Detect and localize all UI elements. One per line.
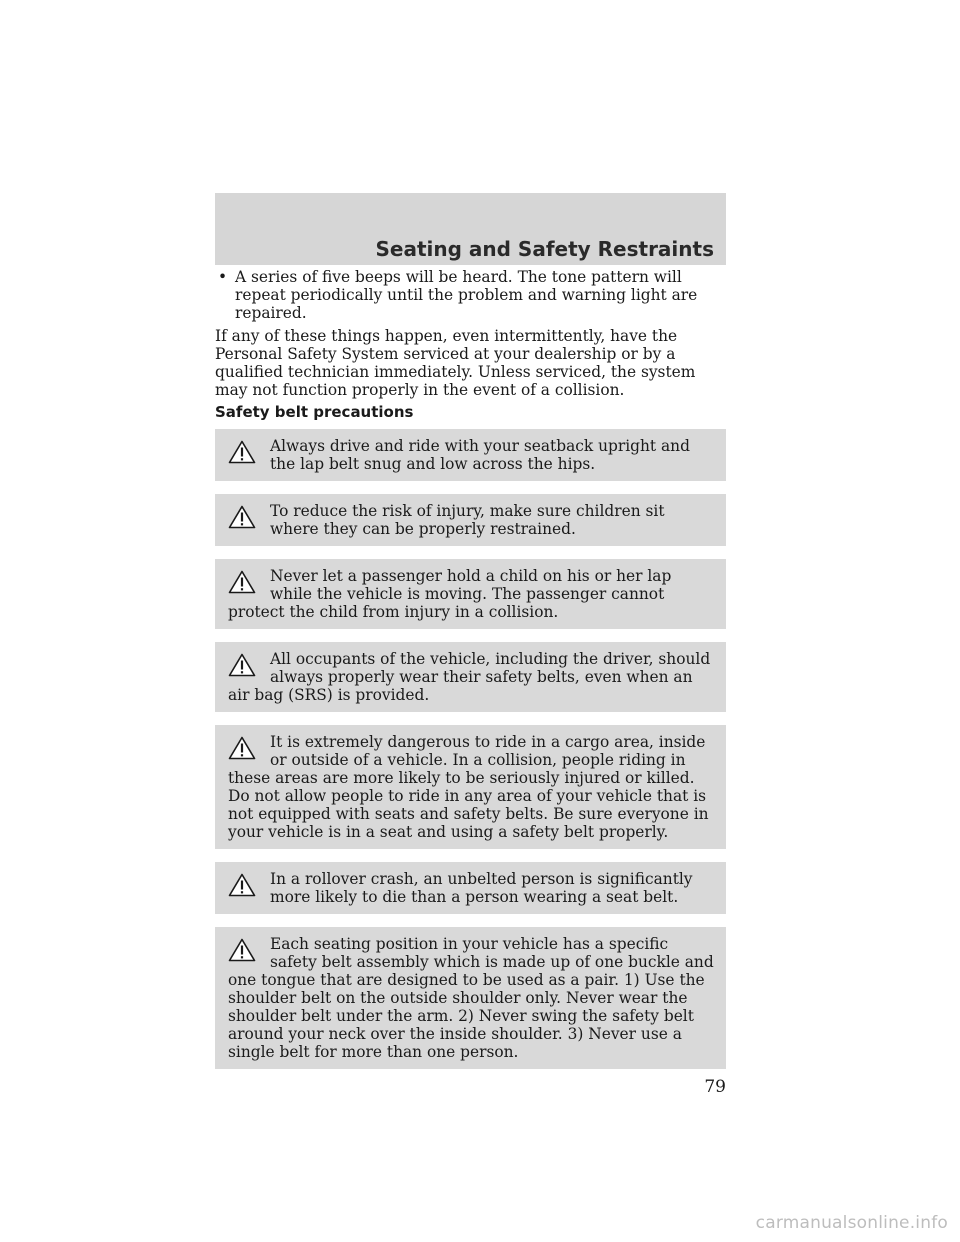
bullet-text: A series of five beeps will be heard. The tone pattern will repeat periodically until the problem and warning light are repaired. [235, 268, 698, 322]
warning-text: Each seating position in your vehicle has a specific safety belt assembly which is made up of one buckle and one tongue that are designed to be used as a pair. 1) Use the shoulder belt on the outside shoulder only. Never wear the shoulder belt under the arm. 2) Never swing the safety belt around your neck over the inside shoulder. 3) Never use a single belt for more than one person. [228, 935, 714, 1061]
page-content [215, 268, 726, 1069]
warning-triangle-icon [228, 736, 256, 760]
warning-triangle-icon [228, 938, 256, 962]
warning-text: All occupants of the vehicle, including the driver, should always properly wear their safety belts, even when an air bag (SRS) is provided. [228, 650, 711, 704]
warning-triangle-icon [228, 440, 256, 464]
warning-text: Never let a passenger hold a child on his or her lap while the vehicle is moving. The passenger cannot protect the child from injury in a collision. [228, 567, 672, 621]
header-band [215, 193, 726, 265]
warning-text: Always drive and ride with your seatback upright and the lap belt snug and low across the hips. [270, 437, 690, 473]
warning-box [215, 642, 726, 712]
bullet-item [215, 268, 726, 322]
warning-text: It is extremely dangerous to ride in a cargo area, inside or outside of a vehicle. In a collision, people riding in these areas are more likely to be seriously injured or killed. Do not allow people to ride in any area of your vehicle that is not equipped with seats and safety belts. Be sure everyone in your vehicle is in a seat and using a safety belt properly. [228, 733, 709, 841]
warning-triangle-icon [228, 505, 256, 529]
page-number: 79 [704, 1077, 726, 1097]
warning-triangle-icon [228, 570, 256, 594]
warning-box [215, 725, 726, 849]
intro-paragraph: If any of these things happen, even intermittently, have the Personal Safety System serviced at your dealership or by a qualified technician immediately. Unless serviced, the system may not function properly in the event of a collision. [215, 327, 696, 399]
warning-box [215, 927, 726, 1069]
warning-list [215, 429, 726, 1069]
page-title: Seating and Safety Restraints [375, 237, 714, 261]
warning-box [215, 429, 726, 481]
warning-box [215, 559, 726, 629]
warning-box [215, 862, 726, 914]
watermark: carmanualsonline.info [755, 1213, 948, 1233]
section-heading: Safety belt precautions [215, 403, 414, 421]
warning-box [215, 494, 726, 546]
warning-triangle-icon [228, 653, 256, 677]
warning-triangle-icon [228, 873, 256, 897]
warning-text: In a rollover crash, an unbelted person is significantly more likely to die than a person wearing a seat belt. [270, 870, 693, 906]
bullet-symbol: • [218, 268, 228, 286]
warning-text: To reduce the risk of injury, make sure children sit where they can be properly restrained. [270, 502, 665, 538]
